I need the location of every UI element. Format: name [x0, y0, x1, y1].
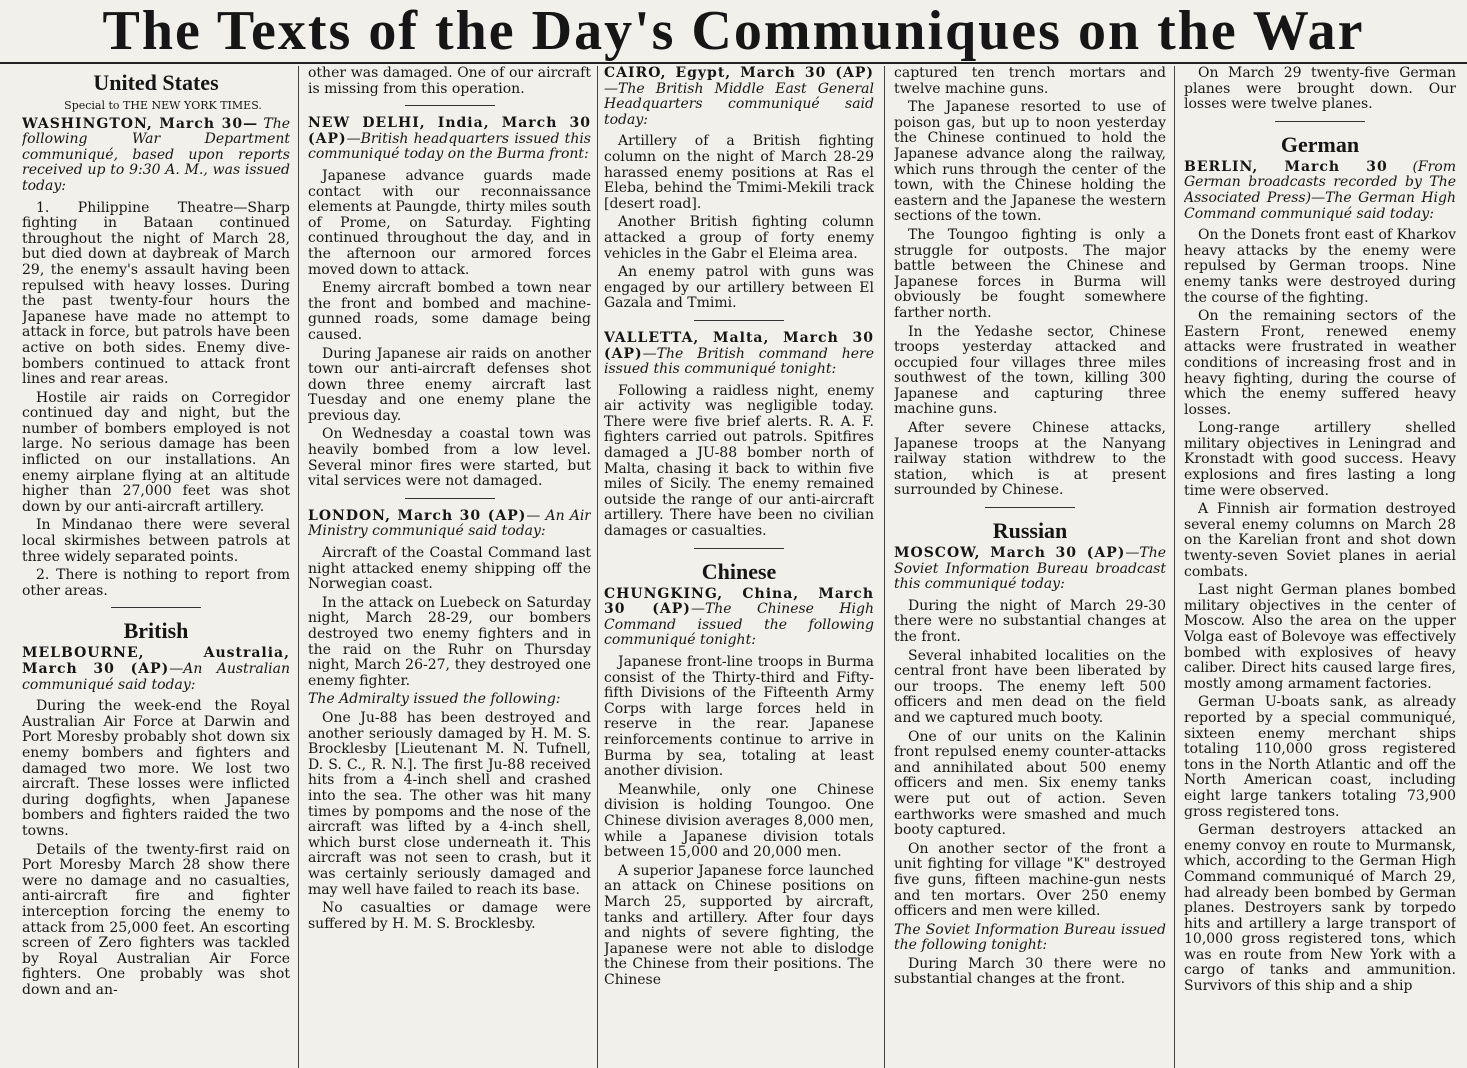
section-heading-united-states: United States — [93, 70, 219, 95]
column-5 — [1184, 66, 1456, 1068]
paragraph: Long-range artillery shelled military objectives in Leningrad and Kronstadt with good success. Heavy explosions and fires lasting a long time were observed. — [1184, 420, 1456, 499]
column-3 — [604, 66, 874, 1068]
paragraph: During the week-end the Royal Australian Air Force at Darwin and Port Moresby probably shot down six enemy bombers and fighters and damaged two more. We lost two aircraft. These losses were inflicted during dogfights, when Japanese bombers and fighters raided the two towns. — [22, 698, 290, 839]
dispatch-lead-chungking — [604, 587, 874, 649]
paragraph: Another British fighting column attacked a group of forty enemy vehicles in the Gabr el Eleima area. — [604, 214, 874, 262]
lead-text: —The British Middle East General Headquarters communiqué said today: — [604, 80, 874, 128]
dateline: CAIRO, Egypt, March 30 (AP) — [604, 66, 874, 81]
paragraph: 2. There is nothing to report from other areas. — [22, 567, 290, 599]
section-heading-british: British — [123, 618, 189, 644]
paragraph: 1. Philippine Theatre—Sharp fighting in Bataan continued throughout the night of March 28, but died down at daybreak of March 29, the enemy's assault having been repulsed with heavy losses. During the past twenty-four hours the Japanese have made no attempt to attack in force, but patrols have been active on both sides. Enemy dive-bombers continued to attack front lines and rear areas. — [22, 199, 290, 388]
paragraph: One Ju-88 has been destroyed and another seriously damaged by H. M. S. Brocklesby [Lieutenant M. N. Tufnell, D. S. C., R. N.]. The first Ju-88 received hits from a 4-inch shell and crashed into the sea. The other was hit many times by pompoms and the nose of the aircraft was lifted by a 4-inch shell, which burst close underneath it. This aircraft was not seen to crash, but it was certainly seriously damaged and may well have failed to reach its base. — [308, 709, 591, 898]
lead-text: The following War Department communiqué, based upon reports received up to 9:30 A. M., was issued today: — [22, 115, 290, 194]
paragraph: The Toungoo fighting is only a struggle for outposts. The major battle between the Chinese and Japanese forces in Burma will obviously be fought somewhere farther north. — [894, 226, 1166, 321]
column-rule — [298, 66, 299, 1068]
dateline: VALLETTA, Malta, March 30 (AP) — [604, 329, 874, 362]
paragraph-continued: captured ten trench mortars and twelve machine guns. — [894, 66, 1166, 97]
column-2 — [308, 66, 591, 1068]
lead-text: —The British command here issued this communiqué tonight: — [604, 345, 874, 378]
column-rule — [1174, 66, 1175, 1068]
sub-lead: The Admiralty issued the following: — [308, 691, 561, 708]
paragraph: Aircraft of the Coastal Command last night attacked enemy shipping off the Norwegian coast. — [308, 545, 591, 593]
paragraph: A superior Japanese force launched an attack on Chinese positions on March 25, supported by aircraft, tanks and artillery. After four days and nights of severe fighting, the Japanese were not able to dislodge the Chinese from their positions. The Chinese — [604, 862, 874, 988]
paragraph: In Mindanao there were several local skirmishes between patrols at three widely separated points. — [22, 517, 290, 565]
section-separator — [694, 548, 784, 549]
section-separator — [405, 105, 495, 106]
lead-text: —The Soviet Information Bureau broadcast this communiqué today: — [894, 545, 1166, 593]
section-separator — [111, 607, 201, 608]
paragraph: Several inhabited localities on the central front have been liberated by our troops. The enemy left 500 officers and men dead on the field and we captured much booty. — [894, 647, 1166, 726]
dateline: BERLIN, March 30 — [1184, 158, 1388, 175]
paragraph: One of our units on the Kalinin front repulsed enemy counter-attacks and annihilated about 500 enemy officers and men. Six enemy tanks were put out of action. Seven earthworks were smashed and much booty captured. — [894, 728, 1166, 839]
paragraph: In the attack on Luebeck on Saturday night, March 28-29, our bombers destroyed two enemy fighters and in the raid on the Ruhr on Thursday night, March 26-27, they destroyed one enemy fighter. — [308, 594, 591, 689]
paragraph: Enemy aircraft bombed a town near the front and bombed and machine-gunned roads, some damage being caused. — [308, 280, 591, 343]
paragraph: The Japanese resorted to use of poison gas, but up to noon yesterday the Chinese continued to hold the Japanese advance along the railway, which runs through the center of the town, with the Chinese holding the eastern and the Japanese the western sections of the town. — [894, 99, 1166, 225]
column-1 — [22, 66, 290, 1068]
lead-text: — An Air Ministry communiqué said today: — [308, 507, 591, 540]
dispatch-lead-washington — [22, 117, 290, 195]
dateline: LONDON, March 30 (AP) — [308, 507, 527, 524]
paragraph: Meanwhile, only one Chinese division is holding Toungoo. One Chinese division averages 8,000 men, while a Japanese division totals between 15,000 and 20,000 men. — [604, 781, 874, 861]
paragraph: On another sector of the front a unit fighting for village "K" destroyed five guns, fifteen machine-gun nests and ten mortars. Over 250 enemy officers and men were killed. — [894, 840, 1166, 920]
section-heading-russian: Russian — [992, 518, 1068, 544]
paragraph: Japanese front-line troops in Burma consist of the Thirty-third and Fifty-fifth Divisions of the Fifteenth Army Corps with large forces held in reserve in the rear. Japanese reinforcements continue to arrive in Burma by sea, totaling at least another division. — [604, 654, 874, 780]
section-separator — [1275, 121, 1365, 122]
dispatch-lead-moscow — [894, 546, 1166, 593]
special-credit: Special to THE NEW YORK TIMES. — [64, 99, 262, 112]
paragraph: During March 30 there were no substantial changes at the front. — [894, 955, 1166, 988]
paragraph: No casualties or damage were suffered by H. M. S. Brocklesby. — [308, 900, 591, 932]
section-separator — [405, 498, 495, 499]
dispatch-lead-melbourne — [22, 646, 290, 693]
paragraph: During Japanese air raids on another town our anti-aircraft defenses shot down three enemy aircraft last Tuesday and one enemy plane the previous day. — [308, 345, 591, 424]
dateline: MOSCOW, March 30 (AP) — [894, 545, 1126, 562]
paragraph: A Finnish air formation destroyed several enemy columns on March 28 on the Karelian front and shot down twenty-seven Soviet planes in aerial combats. — [1184, 501, 1456, 580]
dispatch-lead-valletta — [604, 331, 874, 378]
paragraph: During the night of March 29-30 there were no substantial changes at the front. — [894, 597, 1166, 645]
paragraph: On Wednesday a coastal town was heavily bombed from a low level. Several minor fires were started, but vital services were not damaged. — [308, 426, 591, 490]
paragraph: Details of the twenty-first raid on Port Moresby March 28 show there were no damage and no casualties, anti-aircraft fire and fighter interception forcing the enemy to attack from 25,000 feet. An escorting screen of Zero fighters was tackled by Royal Australian Air Force fighters. One probably was shot down and an- — [22, 841, 290, 998]
paragraph: German destroyers attacked an enemy convoy en route to Murmansk, which, according to the German High Command communiqué of March 29, had already been bombed by German planes. Destroyers sank by torpedo hits and artillery a large transport of 10,000 gross registered tons, which was en route from New York with a cargo of tanks and ammunition. Survivors of this ship and a ship — [1184, 822, 1456, 995]
column-rule — [597, 66, 598, 1068]
paragraph: In the Yedashe sector, Chinese troops yesterday attacked and occupied four villages three miles southwest of the town, killing 300 Japanese and capturing three machine guns. — [894, 323, 1166, 418]
paragraph: On March 29 twenty-five German planes were brought down. Our losses were twelve planes. — [1184, 66, 1456, 113]
section-separator — [694, 320, 784, 321]
lead-text: —An Australian communiqué said today: — [22, 661, 290, 693]
paragraph: After severe Chinese attacks, Japanese troops at the Nanyang railway station withdrew to the station, which is at present surrounded by Chinese. — [894, 420, 1166, 499]
paragraph: Artillery of a British fighting column on the night of March 28-29 harassed enemy positions at Ras el Eleba, behind the Tmimi-Mekili track [desert road]. — [604, 133, 874, 212]
paragraph: Hostile air raids on Corregidor continued day and night, but the number of bombers employed is not large. No serious damage has been inflicted on our installations. An enemy airplane flying at an altitude higher than 27,000 feet was shot down by our anti-aircraft artillery. — [22, 389, 290, 515]
section-heading-chinese: Chinese — [701, 558, 777, 584]
paragraph: An enemy patrol with guns was engaged by our artillery between El Gazala and Tmimi. — [604, 264, 874, 312]
paragraph: German U-boats sank, as already reported by a special communiqué, sixteen enemy merchant ships totaling 110,000 gross registered tons in the North Atlantic and off the North American coast, including eight large tankers totaling 73,900 gross registered tons. — [1184, 694, 1456, 820]
paragraph: Following a raidless night, enemy air activity was negligible today. There were five brief alerts. R. A. F. fighters carried out patrols. Spitfires damaged a JU-88 bomber north of Malta, chasing it back to within five miles of Sicily. The enemy remained outside the range of our anti-aircraft artillery. There have been no civilian damages or casualties. — [604, 382, 874, 540]
dispatch-lead-new-delhi — [308, 116, 591, 163]
lead-text: (From German broadcasts recorded by The Associated Press)—The German High Command communiqué said today: — [1184, 158, 1456, 222]
paragraph: Last night German planes bombed military objectives in the center of Moscow. Also the area on the upper Volga east of Bolevoye was effectively bombed with explosives of heavy caliber. Direct hits caused large fires, mostly among armament factories. — [1184, 582, 1456, 692]
dispatch-lead-london — [308, 509, 591, 540]
dateline: WASHINGTON, March 30— — [22, 115, 259, 132]
page-headline: The Texts of the Day's Communiques on the War — [102, 0, 1365, 62]
lead-text: —British headquarters issued this communiqué today on the Burma front: — [308, 130, 591, 163]
paragraph: Japanese advance guards made contact with our reconnaissance elements at Paungde, thirty miles south of Prome, on Saturday. Fighting continued throughout the day, and in the afternoon our armored forces moved down to attack. — [308, 167, 591, 278]
dateline: CHUNGKING, China, March 30 (AP) — [604, 585, 874, 618]
sub-lead: The Soviet Information Bureau issued the following tonight: — [894, 921, 1166, 954]
column-4 — [894, 66, 1166, 1068]
headline-rule — [0, 62, 1467, 64]
dispatch-lead-berlin — [1184, 160, 1456, 222]
dateline: MELBOURNE, Australia, March 30 (AP) — [22, 645, 290, 677]
paragraph: On the remaining sectors of the Eastern Front, renewed enemy attacks were frustrated in weather conditions of increasing frost and in heavy fighting, during the course of which the enemy suffered heavy losses. — [1184, 308, 1456, 418]
column-rule — [884, 66, 885, 1068]
paragraph-continued: other was damaged. One of our aircraft is missing from this operation. — [308, 66, 591, 97]
section-heading-german: German — [1280, 131, 1360, 157]
paragraph: On the Donets front east of Kharkov heavy attacks by the enemy were repulsed by German troops. Nine enemy tanks were destroyed during the course of the fighting. — [1184, 227, 1456, 306]
lead-text: —The Chinese High Command issued the following communiqué tonight: — [604, 601, 874, 649]
section-separator — [985, 507, 1075, 508]
dateline: NEW DELHI, India, March 30 (AP) — [308, 115, 591, 147]
dispatch-lead-cairo — [604, 66, 874, 128]
